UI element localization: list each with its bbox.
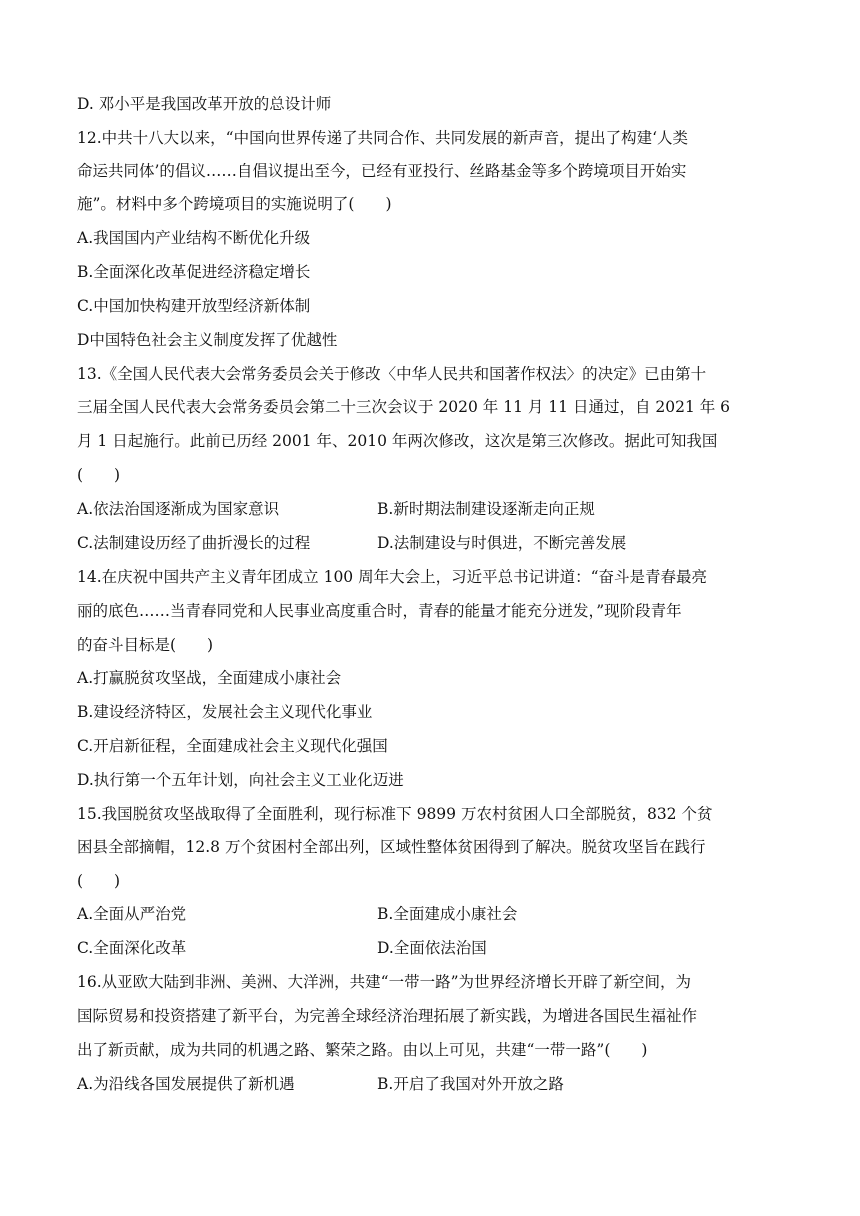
option-right-column: D.法制建设与时俱进，不断完善发展 [377,534,627,552]
text-line: 14.在庆祝中国共产主义青年团成立 100 周年大会上，习近平总书记讲道：“奋斗是青春最亮 [77,568,708,586]
option-right-column: B.新时期法制建设逐渐走向正规 [377,500,595,518]
text-line: 12.中共十八大以来，“中国向世界传递了共同合作、共同发展的新声音，提出了构建‘人类 [77,129,689,147]
option-right-column: B.开启了我国对外开放之路 [377,1075,564,1093]
text-line: D.执行第一个五年计划，向社会主义工业化迈进 [77,771,404,789]
text-line: A.依法治国逐渐成为国家意识 [77,500,280,518]
text-line: 的奋斗目标是( ) [77,636,214,654]
text-line: A.打赢脱贫攻坚战，全面建成小康社会 [77,669,342,687]
text-line: 命运共同体’的倡议……自倡议提出至今，已经有亚投行、丝路基金等多个跨境项目开始实 [77,162,687,180]
text-line: 丽的底色……当青春同党和人民事业高度重合时，青春的能量才能充分迸发，”现阶段青年 [77,602,682,620]
text-line: C.中国加快构建开放型经济新体制 [77,297,311,315]
text-line: C.法制建设历经了曲折漫长的过程 [77,534,311,552]
text-line: A.我国国内产业结构不断优化升级 [77,229,311,247]
text-line: 13.《全国人民代表大会常务委员会关于修改〈中华人民共和国著作权法〉的决定》已由第十 [77,365,707,383]
text-line: 15.我国脱贫攻坚战取得了全面胜利，现行标准下 9899 万农村贫困人口全部脱贫，832 个贫 [77,805,713,823]
text-line: ( ) [77,872,121,890]
text-line: B.全面深化改革促进经济稳定增长 [77,263,311,281]
text-line: C.全面深化改革 [77,939,187,957]
text-line: 出了新贡献，成为共同的机遇之路、繁荣之路。由以上可见，共建“一带一路”( ) [77,1041,648,1059]
option-right-column: D.全面依法治国 [377,939,487,957]
text-line: 施”。材料中多个跨境项目的实施说明了( ) [77,195,392,213]
text-line: B.建设经济特区，发展社会主义现代化事业 [77,703,373,721]
text-line: A.全面从严治党 [77,905,187,923]
text-line: C.开启新征程，全面建成社会主义现代化强国 [77,737,388,755]
text-line: ( ) [77,466,121,484]
option-right-column: B.全面建成小康社会 [377,905,518,923]
text-line: 月 1 日起施行。此前已历经 2001 年、2010 年两次修改，这次是第三次修改。据此可知我国 [77,432,718,450]
text-line: D中国特色社会主义制度发挥了优越性 [77,331,338,349]
text-line: 困县全部摘帽，12.8 万个贫困村全部出列，区域性整体贫困得到了解决。脱贫攻坚旨在践行 [77,838,706,856]
text-line: 16.从亚欧大陆到非洲、美洲、大洋洲，共建“一带一路”为世界经济增长开辟了新空间，为 [77,973,692,991]
text-line: 三届全国人民代表大会常务委员会第二十三次会议于 2020 年 11 月 11 日通过，自 2021 年 6 [77,398,731,416]
text-line: D. 邓小平是我国改革开放的总设计师 [77,95,332,113]
text-line: A.为沿线各国发展提供了新机遇 [77,1075,295,1093]
text-line: 国际贸易和投资搭建了新平台，为完善全球经济治理拓展了新实践，为增进各国民生福祉作 [77,1007,698,1025]
